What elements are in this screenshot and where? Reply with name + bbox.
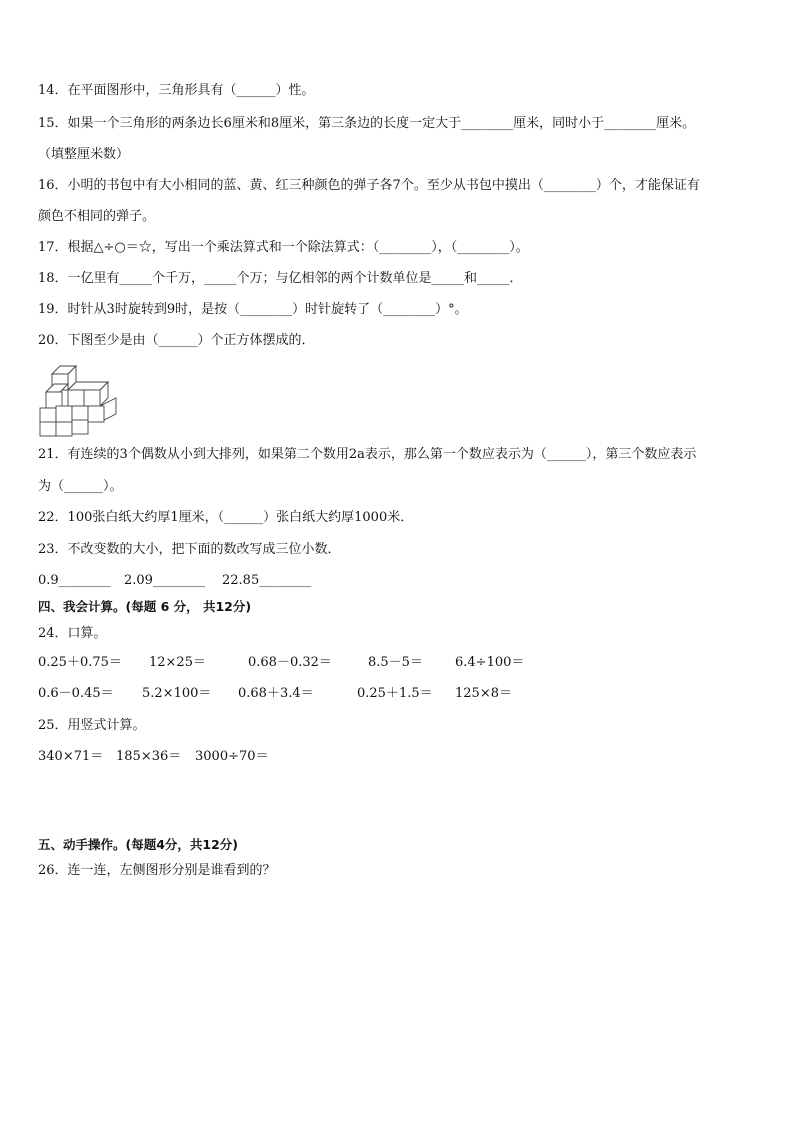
question-24: 24．口算。 (38, 626, 107, 641)
section-4-heading: 四、我会计算。(每题 6 分， 共12分) (38, 599, 252, 614)
oral-calc-item: 0.68＋3.4＝ (238, 686, 314, 701)
oral-calc-item: 12×25＝ (149, 655, 206, 670)
cube-stack-figure (38, 362, 118, 438)
question-21-line2: 为（______）。 (38, 479, 123, 494)
vertical-calc-item: 185×36＝ (116, 749, 182, 764)
vertical-calc-item: 3000÷70＝ (195, 749, 269, 764)
q23-item-2: 2.09________ (124, 573, 205, 588)
vertical-calc-item: 340×71＝ (38, 749, 104, 764)
question-16-line2: 颜色不相同的弹子。 (38, 209, 156, 224)
question-15-line2: （填整厘米数） (38, 147, 130, 162)
section-5-heading: 五、动手操作。(每题4分，共12分) (38, 837, 239, 852)
question-17: 17．根据△÷○＝☆，写出一个乘法算式和一个除法算式：（________），（________）。 (38, 240, 529, 255)
question-26: 26．连一连，左侧图形分别是谁看到的？ (38, 863, 276, 878)
oral-calc-item: 0.25＋1.5＝ (357, 686, 433, 701)
question-18: 18．一亿里有_____个千万，_____个万；与亿相邻的两个计数单位是_____和_____． (38, 271, 523, 286)
question-21-line1: 21．有连续的3个偶数从小到大排列，如果第二个数用2a表示，那么第一个数应表示为（______），第三个数应表示 (38, 447, 697, 462)
question-16-line1: 16．小明的书包中有大小相同的蓝、黄、红三种颜色的弹子各7个。至少从书包中摸出（________）个，才能保证有 (38, 178, 700, 193)
question-23: 23．不改变数的大小，把下面的数改写成三位小数． (38, 542, 341, 557)
oral-calc-item: 8.5－5＝ (368, 655, 423, 670)
oral-calc-item: 0.25＋0.75＝ (38, 655, 122, 670)
oral-calc-item: 5.2×100＝ (142, 686, 212, 701)
oral-calc-item: 0.6－0.45＝ (38, 686, 114, 701)
oral-calc-item: 6.4÷100＝ (455, 655, 525, 670)
q23-item-1: 0.9________ (38, 573, 111, 588)
question-20: 20．下图至少是由（______）个正方体摆成的． (38, 333, 315, 348)
oral-calc-item: 0.68－0.32＝ (248, 655, 332, 670)
question-22: 22．100张白纸大约厚1厘米，（______）张白纸大约厚1000米． (38, 510, 414, 525)
question-25: 25．用竖式计算。 (38, 718, 146, 733)
q23-item-3: 22.85________ (222, 573, 312, 588)
oral-calc-item: 125×8＝ (455, 686, 512, 701)
question-19: 19．时针从3时旋转到9时，是按（________）时针旋转了（________）°。 (38, 302, 468, 317)
question-14: 14．在平面图形中，三角形具有（______）性。 (38, 83, 315, 98)
question-15-line1: 15．如果一个三角形的两条边长6厘米和8厘米，第三条边的长度一定大于________厘米，同时小于________厘米。 (38, 116, 696, 131)
